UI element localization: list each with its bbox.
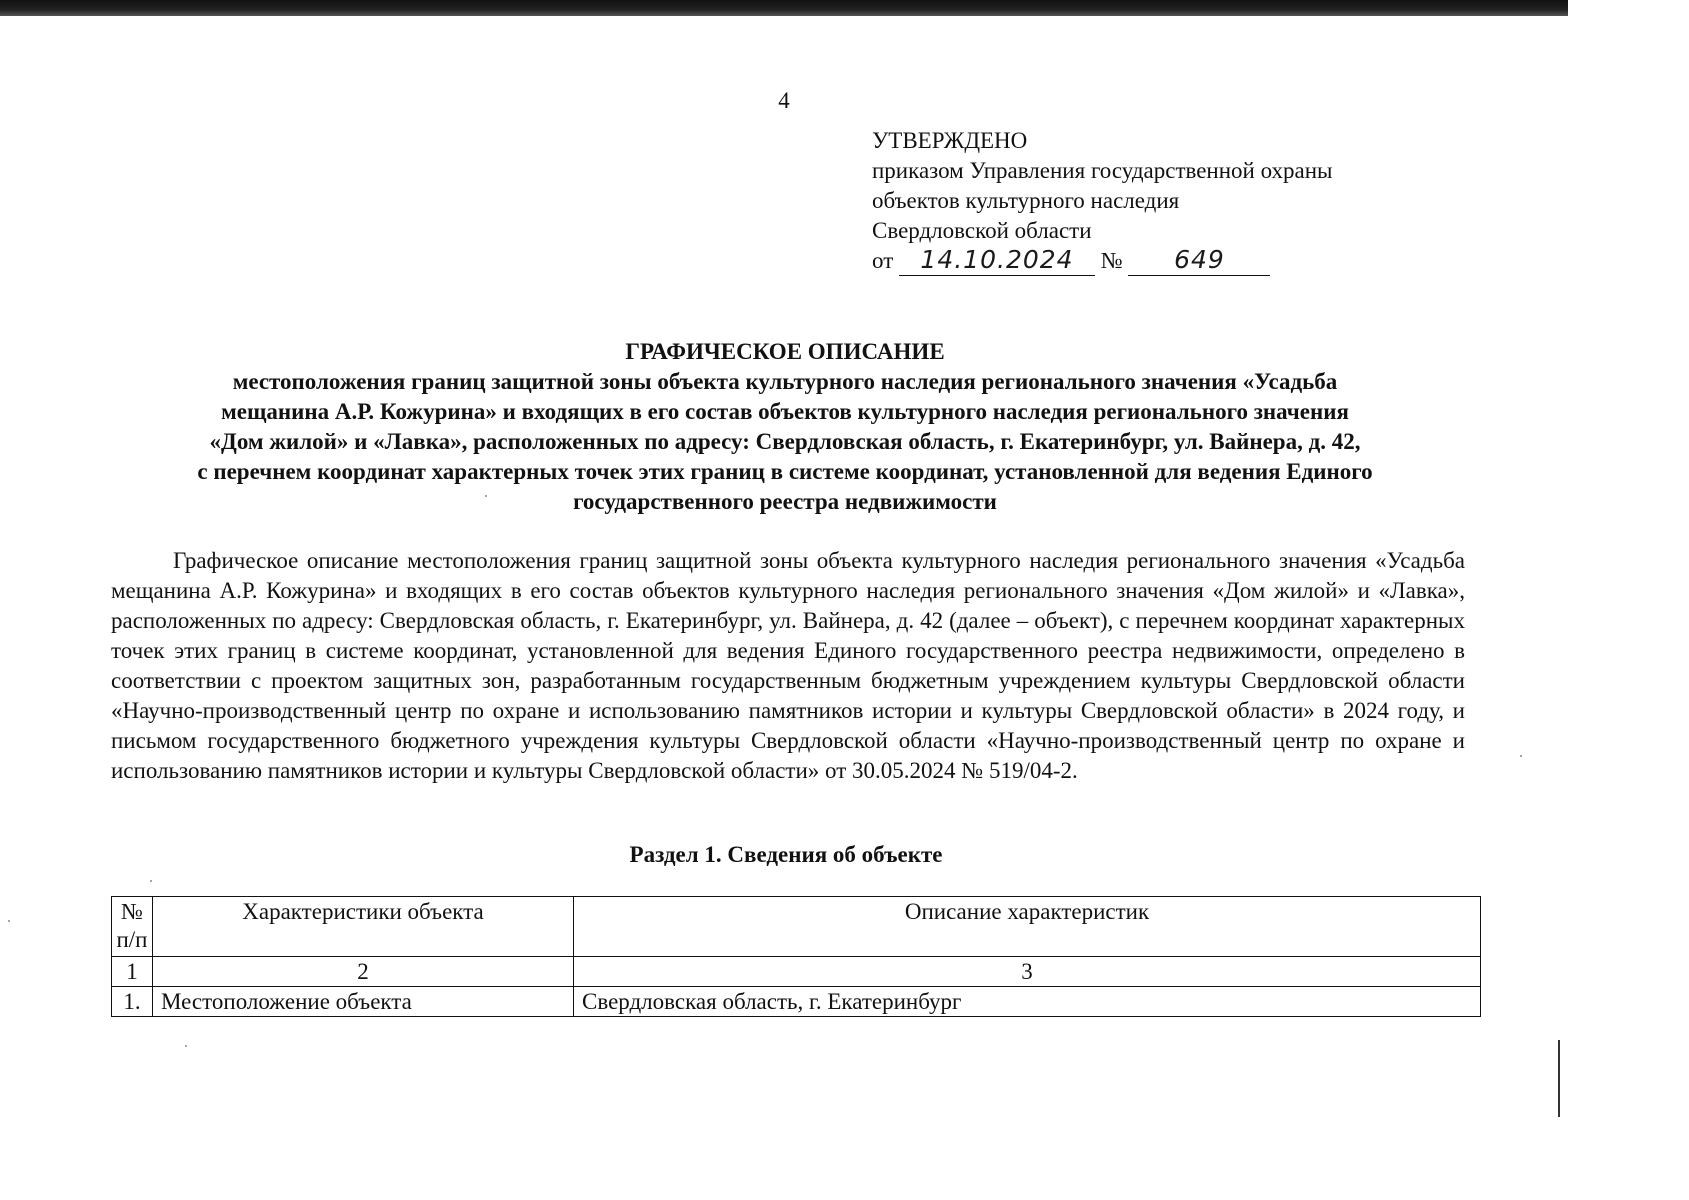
title-line: «Дом жилой» и «Лавка», расположенных по адресу: Свердловская область, г. Екатеринбург, ул. Вайнера, д. 42, (209, 429, 1361, 454)
header-cell-number: № п/п (112, 897, 153, 957)
scan-speck (150, 880, 152, 882)
approval-line: объектов культурного наследия (872, 188, 1180, 213)
approval-line: Свердловской области (872, 218, 1092, 243)
date-prefix: от (872, 248, 894, 273)
scan-top-border (0, 0, 1568, 16)
approval-heading: УТВЕРЖДЕНО (872, 128, 1028, 153)
table-header-row (112, 897, 1481, 957)
header-cell-description: Описание характеристик (574, 897, 1481, 957)
approval-stamp-block (872, 126, 1333, 276)
scan-edge-mark (1558, 1040, 1560, 1117)
scan-speck (1520, 755, 1522, 757)
number-field (1128, 247, 1270, 276)
section-heading: Раздел 1. Сведения об объекте (629, 842, 943, 867)
body-paragraph: Графическое описание местоположения границ защитной зоны объекта культурного наследия регионального значения «Усадьба мещанина А.Р. Кожурина» и входящих в его состав объектов культурного наследия регионального значения «Дом жилой» и «Лавка», расположенных по адресу: Свердловская область, г. Екатеринбург, ул. Вайнера, д. 42 (далее – объект), с перечнем координат характерных точек этих границ в системе координат, установленной для ведения Единого государственного реестра недвижимости, определено в соответствии с проектом защитных зон, разработанным государственным бюджетным учреждением культуры Свердловской области «Научно-производственный центр по охране и использованию памятников истории и культуры Свердловской области» в 2024 году, и письмом государственного бюджетного учреждения культуры Свердловской области «Научно-производственный центр по охране и использованию памятников истории и культуры Свердловской области» от 30.05.2024 № 519/04-2. (111, 548, 1465, 783)
document-title (100, 337, 1470, 517)
table-row (112, 987, 1481, 1017)
title-main: ГРАФИЧЕСКОЕ ОПИСАНИЕ (625, 339, 945, 364)
column-number-cell: 1 (112, 957, 153, 987)
handwritten-number: 649 (1174, 245, 1225, 274)
title-line: с перечнем координат характерных точек этих границ в системе координат, установленной для ведения Единого (197, 459, 1373, 484)
approval-line: приказом Управления государственной охраны (872, 158, 1333, 183)
column-number-cell: 3 (574, 957, 1481, 987)
page-number: 4 (778, 88, 790, 113)
date-field (899, 247, 1095, 276)
scan-speck (8, 920, 10, 922)
title-line: мещанина А.Р. Кожурина» и входящих в его состав объектов культурного наследия регионального значения (221, 399, 1349, 424)
description-cell: Свердловская область, г. Екатеринбург (574, 987, 1481, 1017)
column-number-row (112, 957, 1481, 987)
object-info-table (111, 896, 1481, 1017)
characteristic-cell: Местоположение объекта (153, 987, 574, 1017)
approval-date-line (872, 246, 1333, 276)
title-line: государственного реестра недвижимости (573, 489, 997, 514)
scan-speck (485, 495, 487, 497)
header-cell-characteristics: Характеристики объекта (153, 897, 574, 957)
title-line: местоположения границ защитной зоны объекта культурного наследия регионального значения «Усадьба (232, 369, 1338, 394)
scan-speck (185, 1045, 187, 1047)
row-number-cell: 1. (112, 987, 153, 1017)
number-prefix: № (1100, 248, 1123, 273)
column-number-cell: 2 (153, 957, 574, 987)
handwritten-date: 14.10.2024 (920, 245, 1074, 274)
